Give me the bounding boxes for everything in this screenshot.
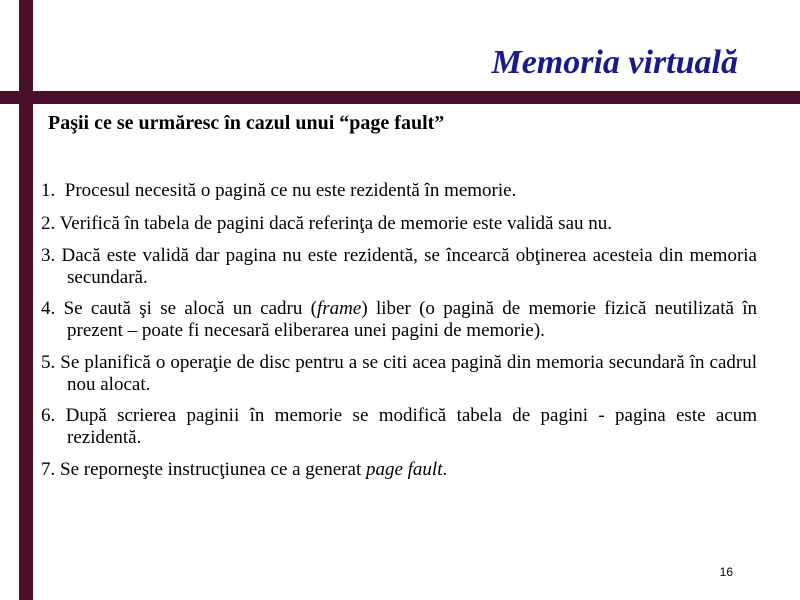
step-number: 7. (41, 458, 56, 480)
slide-title: Memoria virtuală (491, 44, 738, 81)
step-text-italic: frame (316, 298, 362, 319)
step-item-4 (41, 298, 757, 342)
step-item-2 (41, 213, 757, 235)
step-text: Se reporneşte instrucţiunea ce a generat (60, 458, 366, 480)
step-number: 1. (41, 180, 56, 201)
step-text: Procesul necesită o pagină ce nu este rezidentă în memorie. (64, 180, 517, 201)
page-number: 16 (719, 565, 733, 579)
slide-subtitle: Paşii ce se urmăresc în cazul unui “page fault” (48, 112, 445, 134)
left-accent-bar (19, 0, 33, 600)
step-item-7 (41, 459, 757, 481)
header-divider-bar (0, 91, 800, 104)
step-item-3 (41, 245, 757, 289)
step-item-6 (41, 405, 757, 449)
step-number: 5. (41, 351, 56, 373)
step-number: 2. (41, 213, 56, 234)
step-text: Se planifică o operaţie de disc pentru a se citi acea pagină din memoria secundară în cadrul nou alocat. (60, 351, 758, 395)
step-text: ) liber (o pagină de memorie fizică neutilizată în prezent – poate fi necesară eliberarea unei pagini de memorie). (67, 298, 758, 341)
step-text: După scrierea paginii în memorie se modifică tabela de pagini - pagina este acum rezidentă. (65, 405, 758, 448)
step-item-1 (41, 180, 757, 202)
step-number: 6. (41, 405, 56, 426)
step-text: Verifică în tabela de pagini dacă referinţa de memorie este validă sau nu. (59, 213, 612, 234)
step-text: Se caută şi se alocă un cadru ( (63, 298, 317, 319)
step-text: . (442, 458, 448, 480)
step-number: 4. (41, 298, 56, 319)
step-item-5 (41, 352, 757, 396)
steps-list (41, 180, 757, 490)
step-number: 3. (41, 244, 56, 266)
step-text-italic: page fault (365, 458, 443, 480)
step-text: Dacă este validă dar pagina nu este rezidentă, se încearcă obţinerea acesteia din memoria secundară. (61, 244, 757, 288)
